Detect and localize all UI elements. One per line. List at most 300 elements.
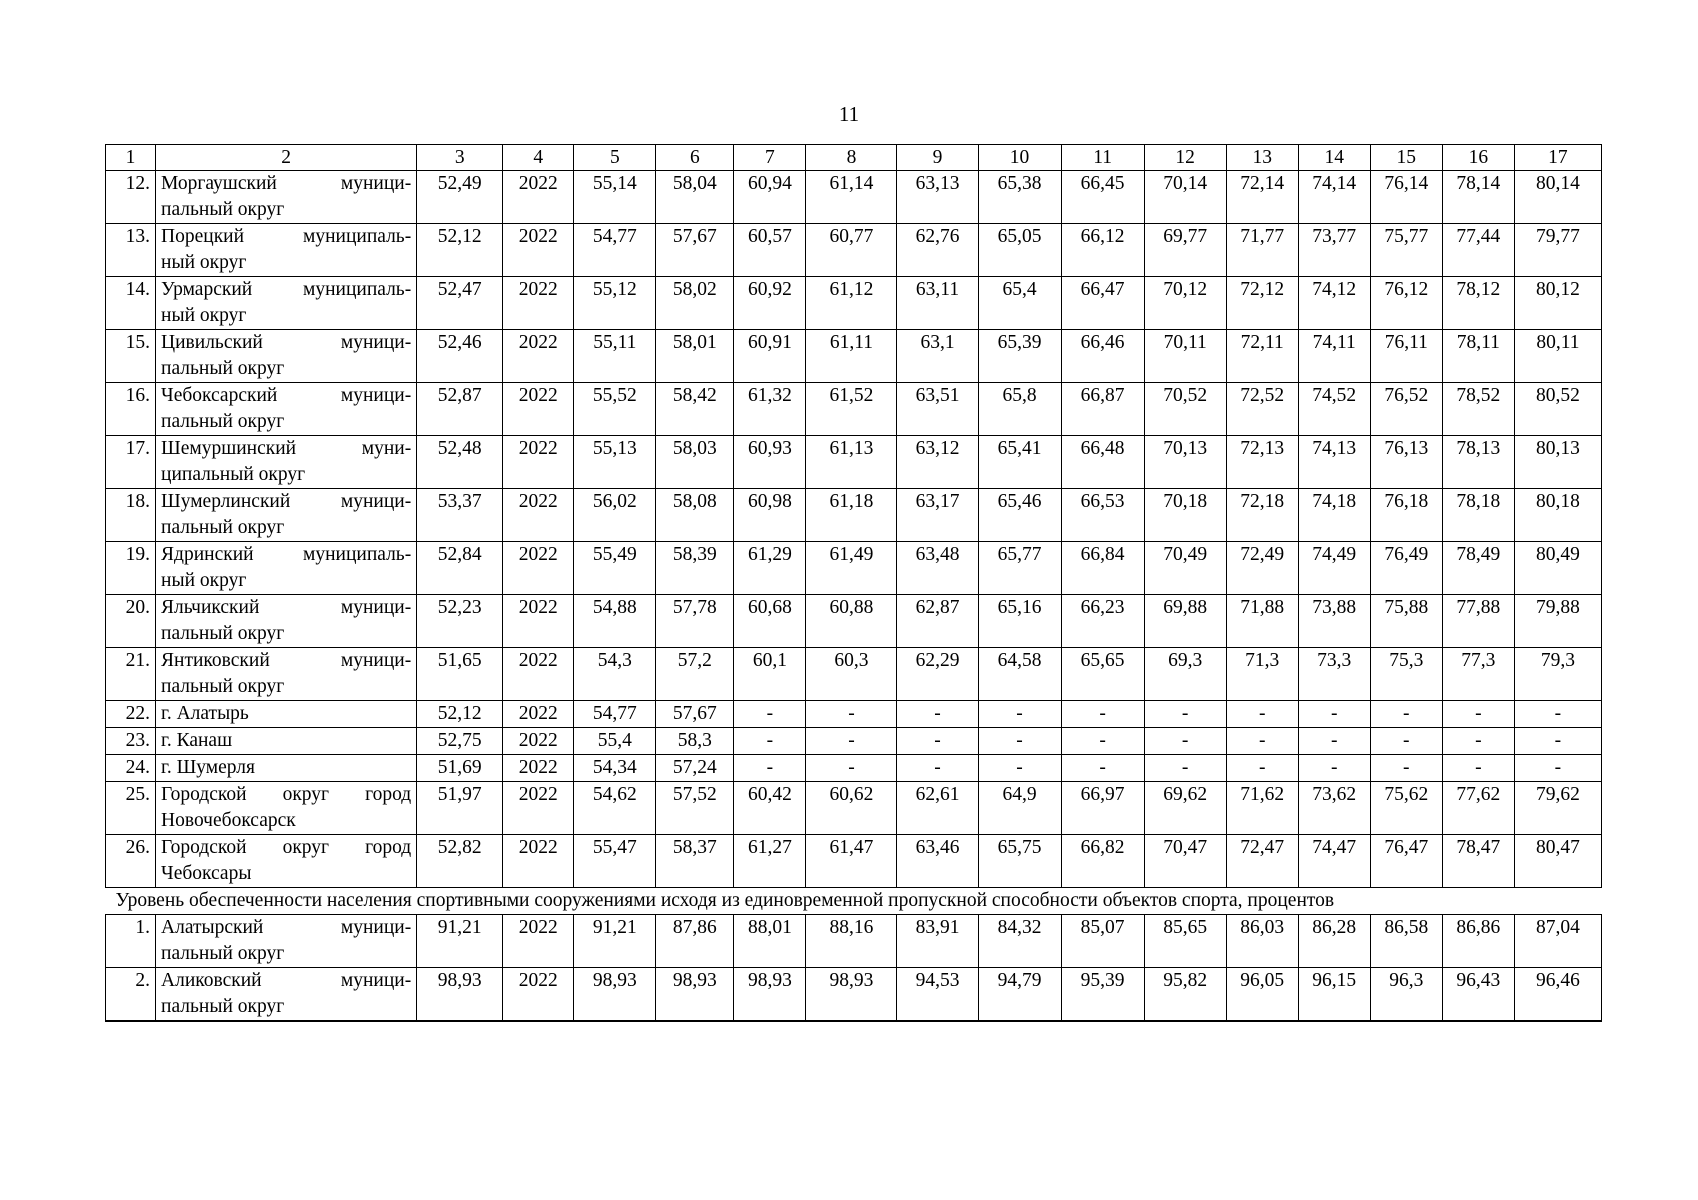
row-number: 24.	[106, 755, 156, 782]
value-cell: 62,29	[897, 648, 978, 701]
value-cell: -	[734, 755, 806, 782]
value-cell: 66,12	[1061, 224, 1144, 277]
value-cell: 74,11	[1298, 330, 1370, 383]
value-cell: 2022	[503, 728, 574, 755]
value-cell: 54,88	[574, 595, 656, 648]
value-cell: -	[1298, 755, 1370, 782]
value-cell: 60,91	[734, 330, 806, 383]
value-cell: 77,44	[1442, 224, 1514, 277]
value-cell: 2022	[503, 542, 574, 595]
value-cell: 86,28	[1298, 915, 1370, 968]
municipality-name-line2: г. Шумерля	[161, 757, 255, 778]
value-cell: 70,12	[1144, 277, 1226, 330]
value-cell: 72,18	[1226, 489, 1298, 542]
value-cell: 78,12	[1442, 277, 1514, 330]
value-cell: 91,21	[574, 915, 656, 968]
value-cell: -	[1298, 701, 1370, 728]
value-cell: 65,46	[978, 489, 1061, 542]
value-cell: 98,93	[734, 968, 806, 1022]
municipality-name	[156, 968, 417, 1022]
value-cell: 71,77	[1226, 224, 1298, 277]
value-cell: 79,3	[1514, 648, 1601, 701]
value-cell: 57,24	[656, 755, 734, 782]
value-cell: 85,07	[1061, 915, 1144, 968]
table-row	[106, 648, 1602, 701]
value-cell: 94,79	[978, 968, 1061, 1022]
value-cell: 66,46	[1061, 330, 1144, 383]
value-cell: -	[1442, 701, 1514, 728]
value-cell: 70,49	[1144, 542, 1226, 595]
column-number: 17	[1514, 145, 1601, 171]
value-cell: 54,62	[574, 782, 656, 835]
value-cell: 76,18	[1370, 489, 1442, 542]
value-cell: 80,49	[1514, 542, 1601, 595]
value-cell: 70,52	[1144, 383, 1226, 436]
value-cell: 70,14	[1144, 171, 1226, 224]
value-cell: 55,14	[574, 171, 656, 224]
value-cell: 79,62	[1514, 782, 1601, 835]
row-number: 14.	[106, 277, 156, 330]
value-cell: 2022	[503, 648, 574, 701]
municipality-name-line1: Ядринский муниципаль-	[161, 544, 412, 565]
row-number: 17.	[106, 436, 156, 489]
value-cell: -	[1514, 755, 1601, 782]
value-cell: -	[1061, 701, 1144, 728]
value-cell: 65,16	[978, 595, 1061, 648]
value-cell: 96,15	[1298, 968, 1370, 1022]
value-cell: 76,12	[1370, 277, 1442, 330]
row-number: 25.	[106, 782, 156, 835]
value-cell: 98,93	[656, 968, 734, 1022]
value-cell: 72,52	[1226, 383, 1298, 436]
municipality-name	[156, 489, 417, 542]
municipality-name	[156, 436, 417, 489]
value-cell: -	[978, 755, 1061, 782]
column-number: 4	[503, 145, 574, 171]
municipality-name-line2: пальный округ	[161, 676, 285, 697]
value-cell: 80,47	[1514, 835, 1601, 888]
value-cell: -	[897, 728, 978, 755]
value-cell: -	[1144, 701, 1226, 728]
value-cell: 65,4	[978, 277, 1061, 330]
table-row	[106, 915, 1602, 968]
value-cell: 69,88	[1144, 595, 1226, 648]
row-number: 1.	[106, 915, 156, 968]
value-cell: 52,12	[417, 701, 503, 728]
value-cell: 79,77	[1514, 224, 1601, 277]
row-number: 26.	[106, 835, 156, 888]
municipality-name	[156, 915, 417, 968]
municipality-name	[156, 835, 417, 888]
value-cell: 88,01	[734, 915, 806, 968]
value-cell: -	[1442, 728, 1514, 755]
municipality-name-line2: Чебоксары	[161, 863, 252, 884]
table-row	[106, 968, 1602, 1022]
value-cell: 78,52	[1442, 383, 1514, 436]
municipality-name	[156, 728, 417, 755]
value-cell: 57,67	[656, 701, 734, 728]
value-cell: -	[1144, 755, 1226, 782]
value-cell: 78,49	[1442, 542, 1514, 595]
value-cell: 61,29	[734, 542, 806, 595]
column-number-row	[106, 145, 1602, 171]
value-cell: 2022	[503, 277, 574, 330]
value-cell: 98,93	[806, 968, 897, 1022]
value-cell: -	[1442, 755, 1514, 782]
value-cell: 87,04	[1514, 915, 1601, 968]
page-number: 11	[838, 102, 860, 126]
row-number: 22.	[106, 701, 156, 728]
value-cell: 65,39	[978, 330, 1061, 383]
value-cell: 70,18	[1144, 489, 1226, 542]
value-cell: 66,48	[1061, 436, 1144, 489]
value-cell: 66,82	[1061, 835, 1144, 888]
municipality-name-line1: Городской округ город	[161, 837, 412, 858]
column-number: 1	[106, 145, 156, 171]
value-cell: 64,9	[978, 782, 1061, 835]
row-number: 2.	[106, 968, 156, 1022]
row-number: 13.	[106, 224, 156, 277]
value-cell: 60,98	[734, 489, 806, 542]
value-cell: 66,97	[1061, 782, 1144, 835]
column-number: 11	[1061, 145, 1144, 171]
value-cell: 62,61	[897, 782, 978, 835]
municipality-name-line1: Яльчикский муници-	[161, 597, 412, 618]
value-cell: 2022	[503, 383, 574, 436]
value-cell: 52,82	[417, 835, 503, 888]
value-cell: 61,11	[806, 330, 897, 383]
value-cell: 2022	[503, 171, 574, 224]
value-cell: 53,37	[417, 489, 503, 542]
value-cell: 63,13	[897, 171, 978, 224]
value-cell: 79,88	[1514, 595, 1601, 648]
table-row	[106, 835, 1602, 888]
value-cell: 69,3	[1144, 648, 1226, 701]
column-number: 14	[1298, 145, 1370, 171]
table-row	[106, 755, 1602, 782]
municipality-name-line2: ципальный округ	[161, 464, 306, 485]
municipality-name-line2: пальный округ	[161, 623, 285, 644]
value-cell: 55,12	[574, 277, 656, 330]
value-cell: -	[1226, 701, 1298, 728]
value-cell: 69,62	[1144, 782, 1226, 835]
value-cell: 58,42	[656, 383, 734, 436]
value-cell: 60,88	[806, 595, 897, 648]
value-cell: 80,14	[1514, 171, 1601, 224]
value-cell: 58,08	[656, 489, 734, 542]
value-cell: 60,92	[734, 277, 806, 330]
value-cell: 54,77	[574, 224, 656, 277]
value-cell: 74,49	[1298, 542, 1370, 595]
value-cell: 74,12	[1298, 277, 1370, 330]
value-cell: 2022	[503, 782, 574, 835]
table-row	[106, 542, 1602, 595]
value-cell: 96,05	[1226, 968, 1298, 1022]
value-cell: 51,69	[417, 755, 503, 782]
value-cell: 52,87	[417, 383, 503, 436]
value-cell: -	[897, 755, 978, 782]
value-cell: 58,37	[656, 835, 734, 888]
value-cell: 73,62	[1298, 782, 1370, 835]
value-cell: 61,13	[806, 436, 897, 489]
municipality-name-line2: Новочебоксарск	[161, 810, 296, 831]
value-cell: 80,13	[1514, 436, 1601, 489]
value-cell: 2022	[503, 755, 574, 782]
municipality-name	[156, 330, 417, 383]
value-cell: 66,87	[1061, 383, 1144, 436]
value-cell: 76,52	[1370, 383, 1442, 436]
value-cell: 65,05	[978, 224, 1061, 277]
value-cell: 2022	[503, 968, 574, 1022]
value-cell: 76,47	[1370, 835, 1442, 888]
table-row	[106, 171, 1602, 224]
municipality-name	[156, 595, 417, 648]
value-cell: 54,34	[574, 755, 656, 782]
value-cell: 94,53	[897, 968, 978, 1022]
municipality-name-line1: Городской округ город	[161, 784, 412, 805]
value-cell: 85,65	[1144, 915, 1226, 968]
value-cell: 77,62	[1442, 782, 1514, 835]
row-number: 16.	[106, 383, 156, 436]
value-cell: 65,75	[978, 835, 1061, 888]
value-cell: 72,49	[1226, 542, 1298, 595]
value-cell: 84,32	[978, 915, 1061, 968]
value-cell: 72,13	[1226, 436, 1298, 489]
value-cell: 78,11	[1442, 330, 1514, 383]
table-row	[106, 330, 1602, 383]
indicators-table	[105, 144, 1602, 1022]
value-cell: 76,14	[1370, 171, 1442, 224]
section-title: Уровень обеспеченности населения спортивными сооружениями исходя из единовременной пропускной способности объектов спорта, процентов	[106, 888, 1602, 915]
value-cell: 55,13	[574, 436, 656, 489]
value-cell: 65,41	[978, 436, 1061, 489]
value-cell: 63,12	[897, 436, 978, 489]
value-cell: 61,32	[734, 383, 806, 436]
row-number: 23.	[106, 728, 156, 755]
value-cell: 60,3	[806, 648, 897, 701]
value-cell: -	[1514, 701, 1601, 728]
value-cell: 54,3	[574, 648, 656, 701]
value-cell: 2022	[503, 595, 574, 648]
value-cell: 61,12	[806, 277, 897, 330]
value-cell: 80,52	[1514, 383, 1601, 436]
municipality-name-line2: пальный округ	[161, 517, 285, 538]
municipality-name-line2: г. Алатырь	[161, 703, 249, 724]
value-cell: 65,65	[1061, 648, 1144, 701]
table-row	[106, 701, 1602, 728]
section-row	[106, 888, 1602, 915]
row-number: 20.	[106, 595, 156, 648]
municipality-name	[156, 648, 417, 701]
value-cell: 58,39	[656, 542, 734, 595]
municipality-name	[156, 171, 417, 224]
value-cell: 88,16	[806, 915, 897, 968]
municipality-name-line1: Чебоксарский муници-	[161, 385, 412, 406]
municipality-name-line2: пальный округ	[161, 996, 285, 1017]
value-cell: -	[1370, 755, 1442, 782]
column-number: 12	[1144, 145, 1226, 171]
value-cell: 52,46	[417, 330, 503, 383]
value-cell: 60,93	[734, 436, 806, 489]
value-cell: 61,47	[806, 835, 897, 888]
value-cell: -	[1226, 755, 1298, 782]
value-cell: 75,77	[1370, 224, 1442, 277]
value-cell: 60,77	[806, 224, 897, 277]
value-cell: 61,18	[806, 489, 897, 542]
column-number: 9	[897, 145, 978, 171]
municipality-name	[156, 755, 417, 782]
value-cell: -	[1370, 728, 1442, 755]
column-number: 8	[806, 145, 897, 171]
value-cell: 74,47	[1298, 835, 1370, 888]
value-cell: 2022	[503, 489, 574, 542]
value-cell: 86,86	[1442, 915, 1514, 968]
value-cell: 70,47	[1144, 835, 1226, 888]
value-cell: 78,47	[1442, 835, 1514, 888]
value-cell: 60,42	[734, 782, 806, 835]
column-number: 3	[417, 145, 503, 171]
value-cell: 74,18	[1298, 489, 1370, 542]
value-cell: 65,38	[978, 171, 1061, 224]
value-cell: -	[897, 701, 978, 728]
value-cell: 86,03	[1226, 915, 1298, 968]
row-number: 19.	[106, 542, 156, 595]
value-cell: 95,39	[1061, 968, 1144, 1022]
column-number: 7	[734, 145, 806, 171]
value-cell: 52,75	[417, 728, 503, 755]
value-cell: 73,3	[1298, 648, 1370, 701]
value-cell: -	[978, 701, 1061, 728]
table-row	[106, 728, 1602, 755]
value-cell: 72,12	[1226, 277, 1298, 330]
value-cell: -	[978, 728, 1061, 755]
value-cell: 73,77	[1298, 224, 1370, 277]
value-cell: 78,14	[1442, 171, 1514, 224]
value-cell: 2022	[503, 835, 574, 888]
value-cell: 86,58	[1370, 915, 1442, 968]
value-cell: 72,14	[1226, 171, 1298, 224]
municipality-name	[156, 701, 417, 728]
value-cell: 52,12	[417, 224, 503, 277]
value-cell: 65,8	[978, 383, 1061, 436]
municipality-name-line1: Цивильский муници-	[161, 332, 412, 353]
value-cell: -	[1370, 701, 1442, 728]
value-cell: 66,53	[1061, 489, 1144, 542]
value-cell: 70,13	[1144, 436, 1226, 489]
municipality-name	[156, 277, 417, 330]
value-cell: 80,18	[1514, 489, 1601, 542]
table-row	[106, 383, 1602, 436]
value-cell: 66,23	[1061, 595, 1144, 648]
value-cell: 74,52	[1298, 383, 1370, 436]
value-cell: 52,47	[417, 277, 503, 330]
value-cell: 57,78	[656, 595, 734, 648]
value-cell: 58,3	[656, 728, 734, 755]
value-cell: 63,46	[897, 835, 978, 888]
table-row	[106, 489, 1602, 542]
value-cell: 51,97	[417, 782, 503, 835]
value-cell: 52,49	[417, 171, 503, 224]
value-cell: 2022	[503, 915, 574, 968]
value-cell: 73,88	[1298, 595, 1370, 648]
column-number: 10	[978, 145, 1061, 171]
value-cell: 63,17	[897, 489, 978, 542]
municipality-name	[156, 782, 417, 835]
column-number: 2	[156, 145, 417, 171]
column-number: 13	[1226, 145, 1298, 171]
value-cell: 98,93	[574, 968, 656, 1022]
municipality-name-line1: Алатырский муници-	[161, 917, 412, 938]
municipality-name-line2: ный округ	[161, 252, 247, 273]
row-number: 21.	[106, 648, 156, 701]
value-cell: 57,67	[656, 224, 734, 277]
value-cell: 61,49	[806, 542, 897, 595]
municipality-name-line1: Шумерлинский муници-	[161, 491, 412, 512]
value-cell: 63,51	[897, 383, 978, 436]
value-cell: 66,47	[1061, 277, 1144, 330]
value-cell: 77,3	[1442, 648, 1514, 701]
municipality-name-line2: пальный округ	[161, 411, 285, 432]
table-body	[106, 145, 1602, 1022]
value-cell: 83,91	[897, 915, 978, 968]
value-cell: 52,84	[417, 542, 503, 595]
value-cell: -	[1061, 755, 1144, 782]
municipality-name-line1: Шемуршинский муни-	[161, 438, 412, 459]
value-cell: 55,52	[574, 383, 656, 436]
value-cell: 95,82	[1144, 968, 1226, 1022]
value-cell: 72,11	[1226, 330, 1298, 383]
value-cell: 55,4	[574, 728, 656, 755]
municipality-name-line1: Урмарский муниципаль-	[161, 279, 412, 300]
value-cell: 63,1	[897, 330, 978, 383]
value-cell: -	[806, 728, 897, 755]
value-cell: 64,58	[978, 648, 1061, 701]
value-cell: 55,49	[574, 542, 656, 595]
municipality-name-line2: г. Канаш	[161, 730, 233, 751]
municipality-name-line2: пальный округ	[161, 943, 285, 964]
value-cell: 2022	[503, 224, 574, 277]
value-cell: -	[1226, 728, 1298, 755]
value-cell: 60,62	[806, 782, 897, 835]
municipality-name	[156, 542, 417, 595]
value-cell: 2022	[503, 701, 574, 728]
municipality-name-line2: пальный округ	[161, 358, 285, 379]
value-cell: 71,62	[1226, 782, 1298, 835]
value-cell: 55,11	[574, 330, 656, 383]
value-cell: 58,04	[656, 171, 734, 224]
table-row	[106, 595, 1602, 648]
value-cell: 76,13	[1370, 436, 1442, 489]
value-cell: 71,3	[1226, 648, 1298, 701]
municipality-name-line1: Янтиковский муници-	[161, 650, 412, 671]
value-cell: 60,94	[734, 171, 806, 224]
value-cell: 65,77	[978, 542, 1061, 595]
row-number: 12.	[106, 171, 156, 224]
value-cell: 98,93	[417, 968, 503, 1022]
municipality-name	[156, 383, 417, 436]
value-cell: 74,13	[1298, 436, 1370, 489]
value-cell: 61,27	[734, 835, 806, 888]
value-cell: 72,47	[1226, 835, 1298, 888]
municipality-name-line2: пальный округ	[161, 199, 285, 220]
value-cell: 62,76	[897, 224, 978, 277]
row-number: 15.	[106, 330, 156, 383]
value-cell: 54,77	[574, 701, 656, 728]
value-cell: 70,11	[1144, 330, 1226, 383]
value-cell: 66,84	[1061, 542, 1144, 595]
value-cell: 63,11	[897, 277, 978, 330]
value-cell: 96,3	[1370, 968, 1442, 1022]
